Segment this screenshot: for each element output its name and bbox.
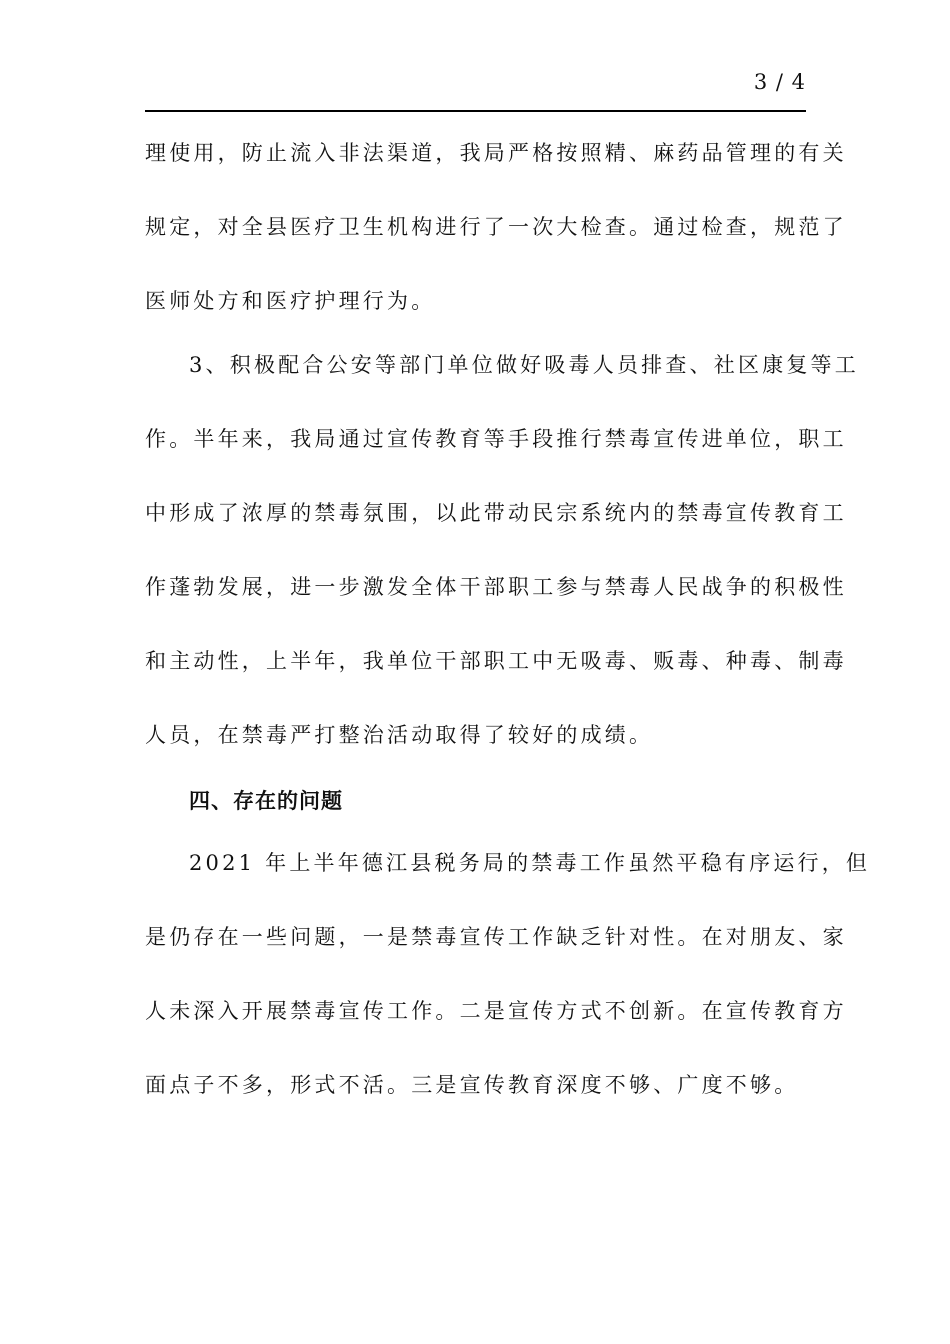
paragraph-line: 中形成了浓厚的禁毒氛围，以此带动民宗系统内的禁毒宣传教育工	[145, 501, 847, 525]
paragraph-line: 医师处方和医疗护理行为。	[145, 289, 436, 313]
header-rule	[145, 110, 806, 112]
paragraph-line: 人员，在禁毒严打整治活动取得了较好的成绩。	[145, 723, 654, 747]
paragraph-line: 面点子不多，形式不活。三是宣传教育深度不够、广度不够。	[145, 1073, 799, 1097]
paragraph-line: 是仍存在一些问题，一是禁毒宣传工作缺乏针对性。在对朋友、家	[145, 925, 847, 949]
paragraph-line: 和主动性，上半年，我单位干部职工中无吸毒、贩毒、种毒、制毒	[145, 649, 847, 673]
paragraph-line: 理使用，防止流入非法渠道，我局严格按照精、麻药品管理的有关	[145, 141, 847, 165]
section-heading: 四、存在的问题	[189, 789, 343, 813]
paragraph-line: 作。半年来，我局通过宣传教育等手段推行禁毒宣传进单位，职工	[145, 427, 847, 451]
page-number: 3 / 4	[753, 70, 806, 94]
paragraph-line: 3、积极配合公安等部门单位做好吸毒人员排查、社区康复等工	[189, 353, 859, 377]
paragraph-line: 2021 年上半年德江县税务局的禁毒工作虽然平稳有序运行，但	[189, 851, 871, 875]
paragraph-line: 规定，对全县医疗卫生机构进行了一次大检查。通过检查，规范了	[145, 215, 847, 239]
paragraph-line: 作蓬勃发展，进一步激发全体干部职工参与禁毒人民战争的积极性	[145, 575, 847, 599]
paragraph-line: 人未深入开展禁毒宣传工作。二是宣传方式不创新。在宣传教育方	[145, 999, 847, 1023]
